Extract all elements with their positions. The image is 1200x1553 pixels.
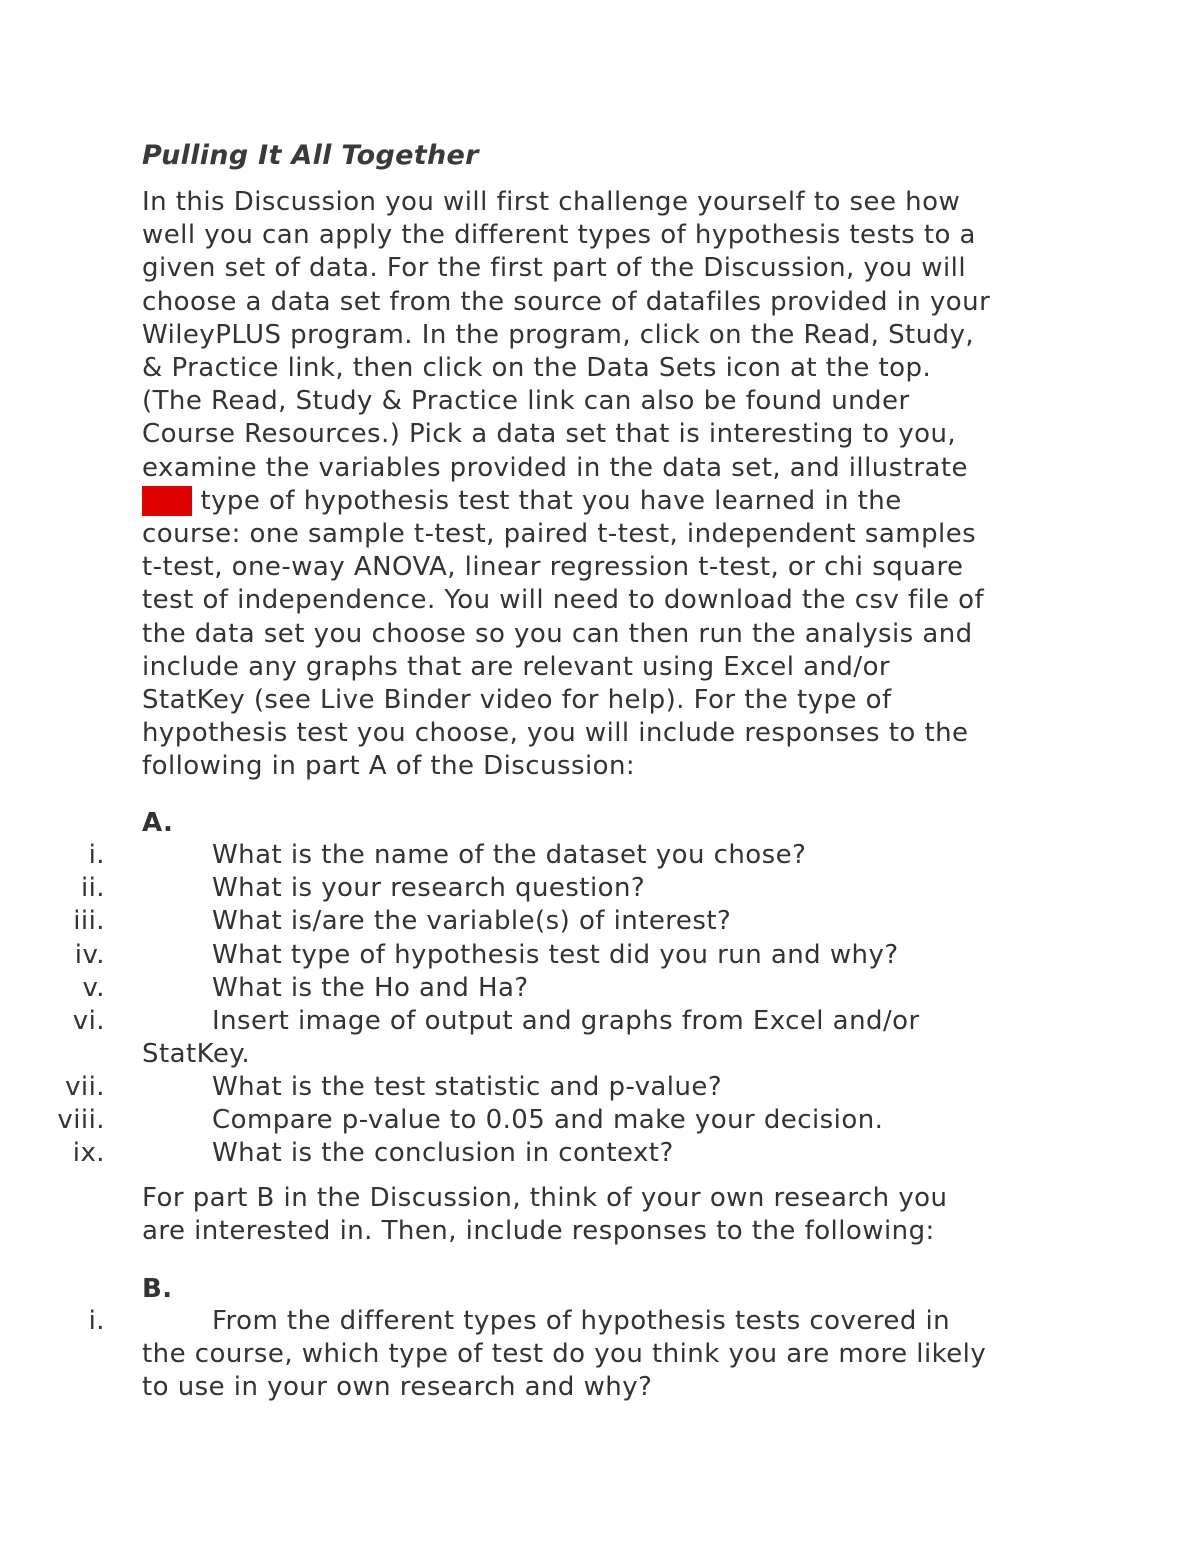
- item-text: What is the name of the dataset you chose?: [212, 840, 807, 870]
- intro-paragraph: [142, 186, 1082, 784]
- item-text: Insert image of output and graphs from Excel and/or: [212, 1006, 920, 1036]
- item-text: What is/are the variable(s) of interest?: [212, 906, 732, 936]
- item-text: Compare p-value to 0.05 and make your decision.: [212, 1105, 884, 1135]
- highlighted-word: one: [142, 485, 192, 516]
- intro-line: following in part A of the Discussion:: [142, 751, 636, 782]
- part-b-intro: [142, 1182, 1082, 1248]
- item-number: i.: [88, 840, 105, 870]
- intro-line: & Practice link, then click on the Data Sets icon at the top.: [142, 353, 932, 384]
- part-b-heading: B.: [142, 1274, 173, 1304]
- intro-line: well you can apply the different types of hypothesis tests to a: [142, 220, 976, 251]
- part-b-intro-line: For part B in the Discussion, think of your own research you: [142, 1183, 948, 1213]
- item-number: v.: [82, 973, 105, 1003]
- item-number: vi.: [72, 1006, 105, 1036]
- item-text: What is your research question?: [212, 873, 646, 903]
- intro-line: examine the variables provided in the data set, and illustrate: [142, 452, 968, 483]
- item-number: vii.: [65, 1072, 105, 1102]
- intro-line: hypothesis test you choose, you will include responses to the: [142, 718, 969, 749]
- item-text: What is the conclusion in context?: [212, 1138, 674, 1168]
- item-number: iii.: [73, 906, 105, 936]
- intro-line: course: one sample t-test, paired t-test, independent samples: [142, 519, 977, 550]
- intro-line: include any graphs that are relevant using Excel and/or: [142, 651, 891, 682]
- intro-line: Course Resources.) Pick a data set that is interesting to you,: [142, 419, 957, 450]
- item-text: What type of hypothesis test did you run and why?: [212, 940, 899, 970]
- intro-line: the data set you choose so you can then run the analysis and: [142, 618, 973, 649]
- item-number: i.: [88, 1306, 105, 1336]
- intro-line: choose a data set from the source of datafiles provided in your: [142, 286, 991, 317]
- intro-line: In this Discussion you will first challenge yourself to see how: [142, 187, 961, 217]
- intro-line: given set of data. For the first part of the Discussion, you will: [142, 253, 967, 284]
- intro-line-rest: type of hypothesis test that you have learned in the: [191, 485, 902, 516]
- item-text: What is the Ho and Ha?: [212, 973, 529, 1003]
- intro-line: WileyPLUS program. In the program, click on the Read, Study,: [142, 319, 975, 350]
- intro-line: (The Read, Study & Practice link can also be found under: [142, 386, 910, 417]
- item-number: ix.: [72, 1138, 105, 1168]
- part-b-intro-line: are interested in. Then, include responses to the following:: [142, 1216, 935, 1247]
- page-title: Pulling It All Together: [142, 140, 479, 171]
- intro-line: t-test, one-way ANOVA, linear regression t-test, or chi square: [142, 552, 964, 583]
- item-text: From the different types of hypothesis tests covered in: [212, 1306, 951, 1336]
- item-text: What is the test statistic and p-value?: [212, 1072, 723, 1102]
- item-number: ii.: [80, 873, 105, 903]
- item-text-continued: StatKey.: [142, 1039, 251, 1069]
- item-text-continued: to use in your own research and why?: [142, 1372, 653, 1402]
- intro-line-highlight: [142, 485, 1082, 518]
- intro-line: test of independence. You will need to download the csv file of: [142, 585, 985, 616]
- intro-line: StatKey (see Live Binder video for help). For the type of: [142, 685, 892, 716]
- item-number: iv.: [74, 940, 105, 970]
- item-number: viii.: [57, 1105, 105, 1135]
- item-text-continued: the course, which type of test do you think you are more likely: [142, 1339, 987, 1369]
- part-a-heading: A.: [142, 808, 174, 838]
